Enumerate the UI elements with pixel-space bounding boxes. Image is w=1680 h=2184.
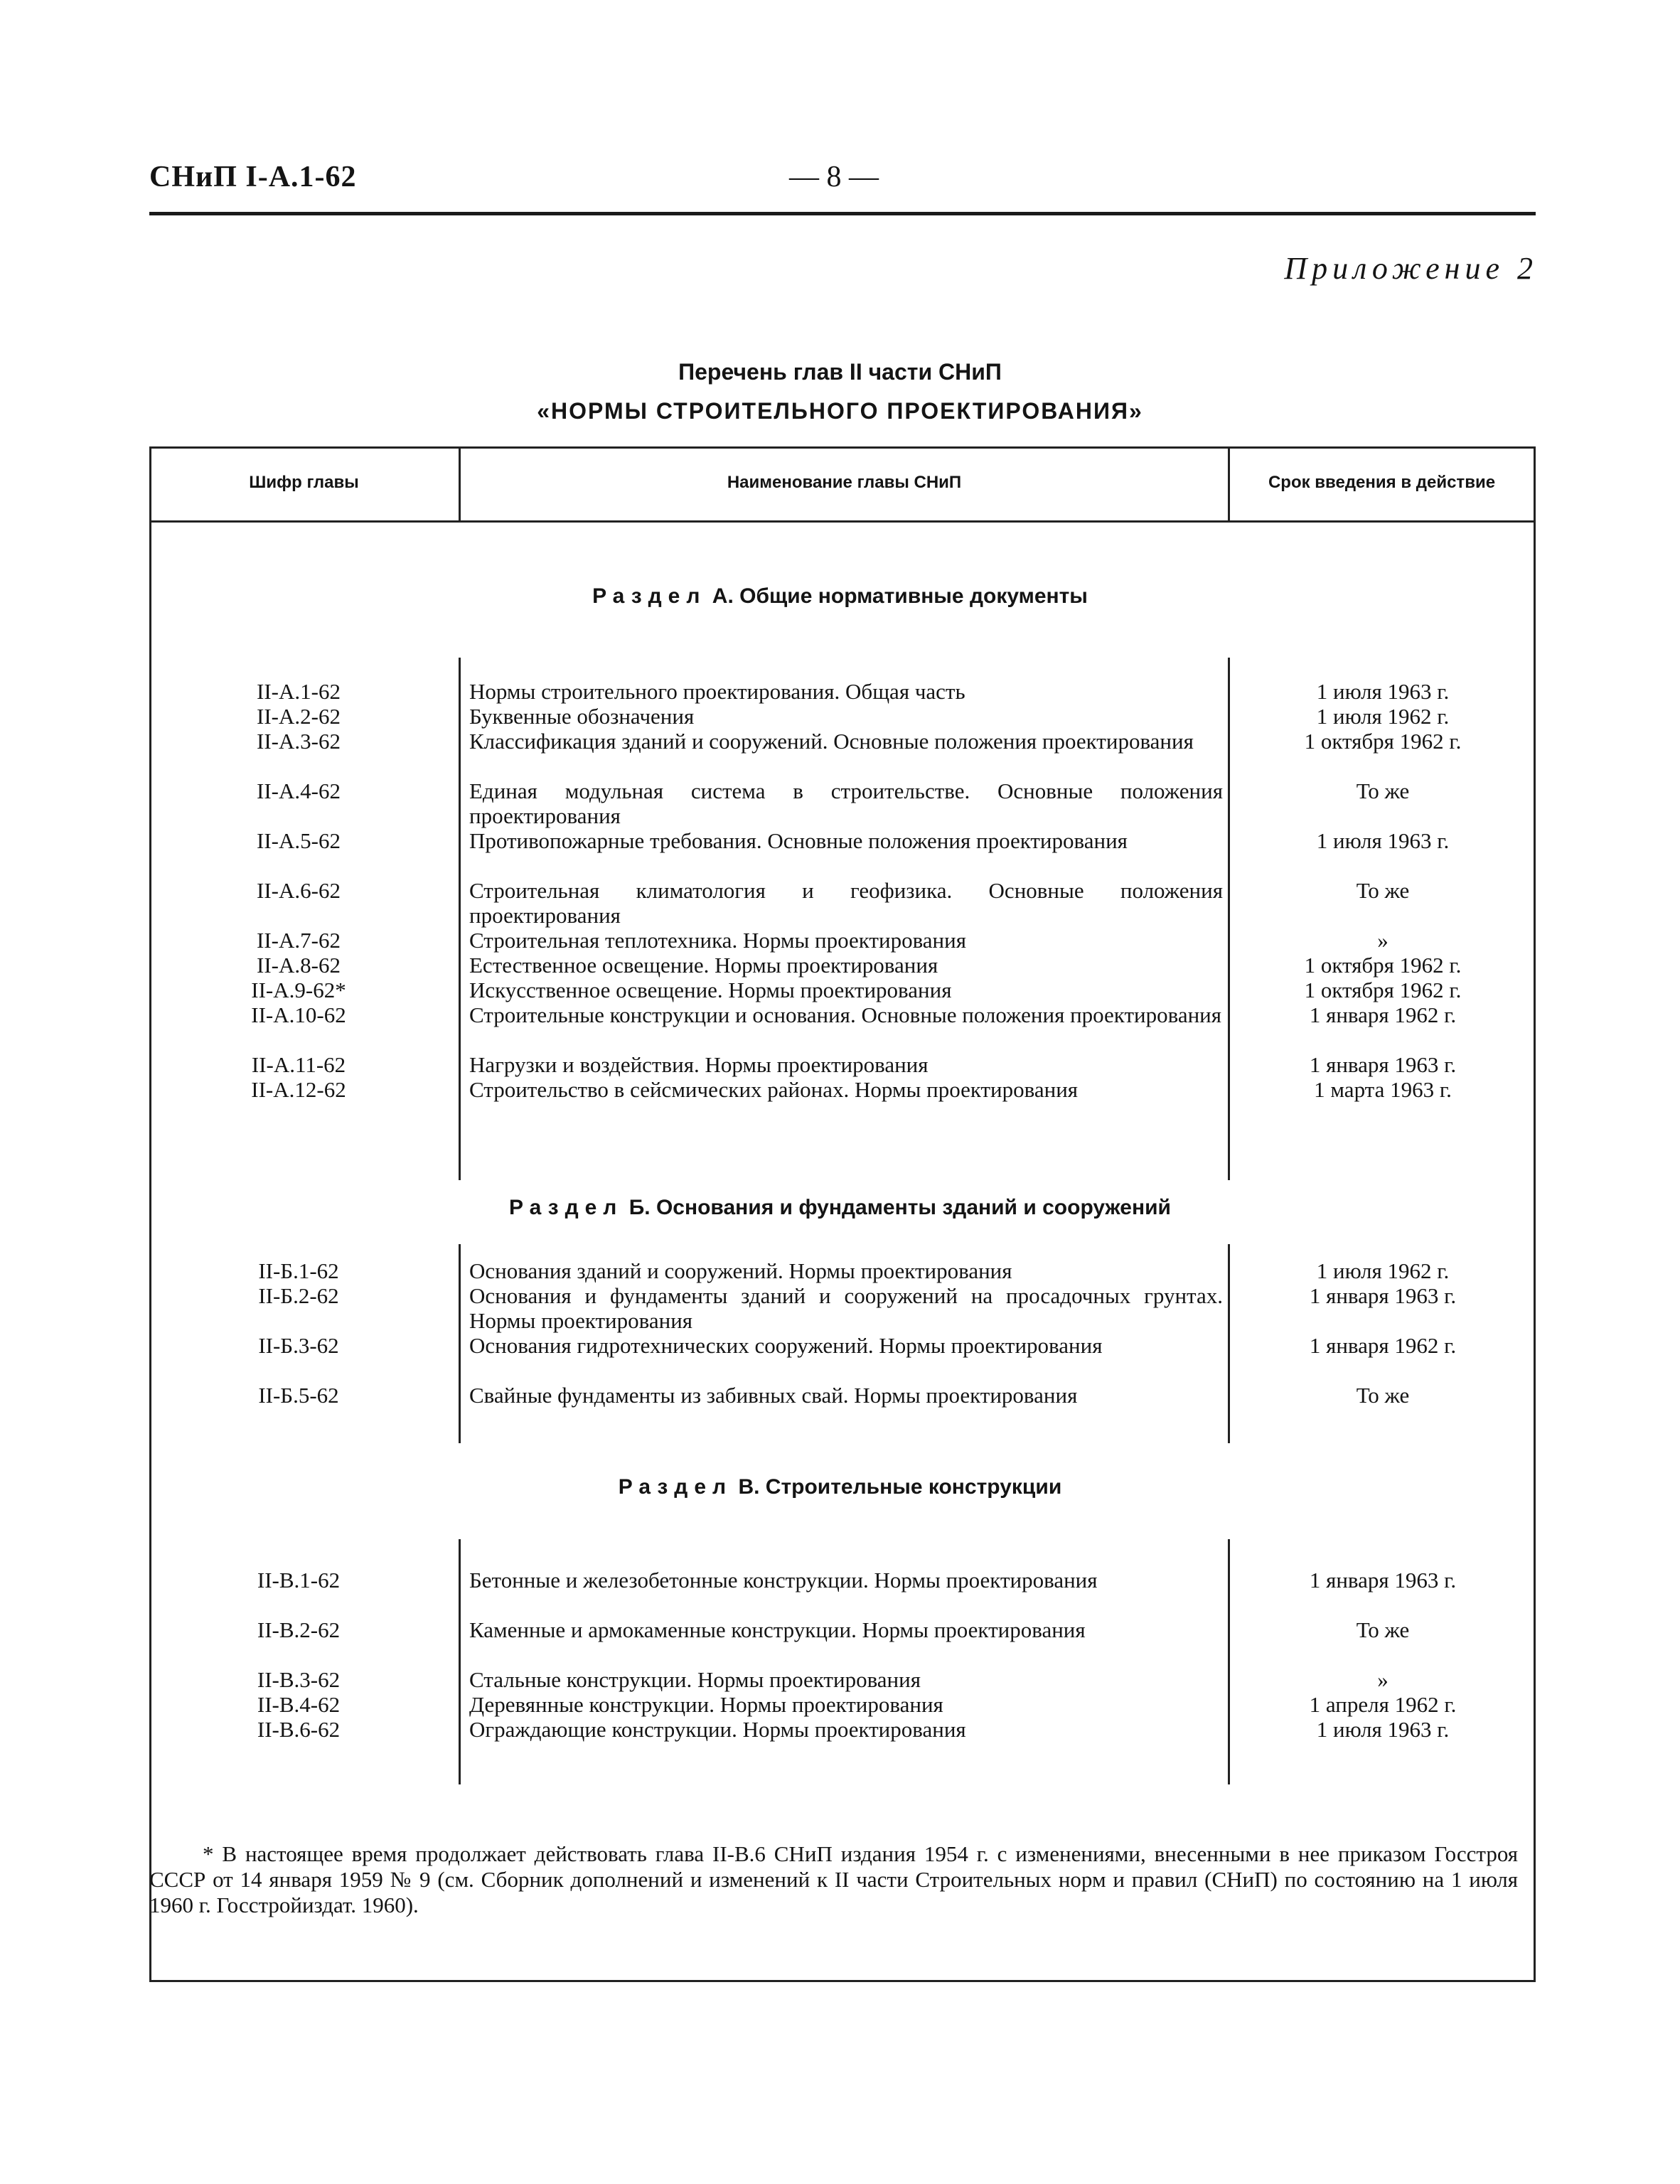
section-v-col-sep-1 xyxy=(459,1539,461,1784)
row-name: Нормы строительного проектирования. Общая часть xyxy=(469,679,965,704)
list-title: Перечень глав II части СНиП xyxy=(678,359,1002,385)
row-code: II-Б.1-62 xyxy=(258,1258,339,1283)
row-name: Деревянные конструкции. Нормы проектирования xyxy=(469,1692,943,1717)
row-date: 1 апреля 1962 г. xyxy=(1309,1692,1457,1717)
row-code: II-А.5-62 xyxy=(257,828,341,853)
row-name: Основания зданий и сооружений. Нормы проектирования xyxy=(469,1258,1012,1283)
row-name: Искусственное освещение. Нормы проектирования xyxy=(469,978,952,1002)
row-date: » xyxy=(1377,1667,1389,1692)
row-name: Строительство в сейсмических районах. Нормы проектирования xyxy=(469,1077,1079,1102)
row-date: 1 октября 1962 г. xyxy=(1304,978,1462,1002)
row-code: II-В.4-62 xyxy=(257,1692,341,1717)
row-code: II-Б.3-62 xyxy=(258,1333,339,1358)
row-code: II-В.3-62 xyxy=(257,1667,341,1692)
row-name: Основания и фундаменты зданий и сооружений на просадочных грунтах. Нормы проектирования xyxy=(469,1283,1223,1333)
row-code: II-А.12-62 xyxy=(251,1077,346,1102)
footnote xyxy=(149,1841,1518,1918)
row-date: 1 января 1963 г. xyxy=(1309,1568,1457,1592)
row-name: Свайные фундаменты из забивных свай. Нормы проектирования xyxy=(469,1383,1078,1408)
list-subtitle: «НОРМЫ СТРОИТЕЛЬНОГО ПРОЕКТИРОВАНИЯ» xyxy=(537,398,1143,424)
section-b-heading xyxy=(0,1196,1680,1220)
row-code: II-А.8-62 xyxy=(257,953,341,978)
section-lead: Раздел xyxy=(509,1196,624,1219)
row-code: II-В.2-62 xyxy=(257,1617,341,1642)
row-date: 1 марта 1963 г. xyxy=(1314,1077,1452,1102)
row-name: Стальные конструкции. Нормы проектирования xyxy=(469,1667,921,1692)
row-date: То же xyxy=(1356,878,1410,903)
column-header-name: Наименование главы СНиП xyxy=(727,473,962,492)
row-name: Естественное освещение. Нормы проектирования xyxy=(469,953,938,978)
row-date: То же xyxy=(1356,778,1410,803)
section-b-col-sep-2 xyxy=(1228,1244,1230,1443)
row-name: Противопожарные требования. Основные положения проектирования xyxy=(469,828,1128,853)
document-code: СНиП I-А.1-62 xyxy=(149,161,357,193)
section-title: А. Общие нормативные документы xyxy=(712,584,1088,608)
table-bottom-rule xyxy=(149,1980,1536,1982)
row-date: 1 января 1963 г. xyxy=(1309,1052,1457,1077)
row-date: 1 октября 1962 г. xyxy=(1304,729,1462,754)
row-name: Основания гидротехнических сооружений. Нормы проектирования xyxy=(469,1333,1103,1358)
row-name: Буквенные обозначения xyxy=(469,704,695,729)
section-lead: Раздел xyxy=(592,584,707,608)
page-number: — 8 — xyxy=(789,161,879,193)
section-v-heading xyxy=(0,1475,1680,1499)
row-name: Строительная теплотехника. Нормы проектирования xyxy=(469,928,966,953)
row-name: Бетонные и железобетонные конструкции. Нормы проектирования xyxy=(469,1568,1098,1592)
table-top-rule xyxy=(149,446,1536,449)
header-rule xyxy=(149,212,1536,215)
row-name: Каменные и армокаменные конструкции. Нормы проектирования xyxy=(469,1617,1086,1642)
section-a-col-sep-1 xyxy=(459,658,461,1180)
row-date: 1 июля 1963 г. xyxy=(1316,828,1450,853)
row-name: Нагрузки и воздействия. Нормы проектирования xyxy=(469,1052,929,1077)
row-code: II-Б.5-62 xyxy=(258,1383,339,1408)
row-code: II-А.3-62 xyxy=(257,729,341,754)
row-code: II-А.2-62 xyxy=(257,704,341,729)
section-title: В. Строительные конструкции xyxy=(738,1475,1062,1499)
section-v-col-sep-2 xyxy=(1228,1539,1230,1784)
column-header-date: Срок введения в действие xyxy=(1268,473,1496,492)
section-lead: Раздел xyxy=(618,1475,733,1499)
column-header-code: Шифр главы xyxy=(249,473,359,492)
row-code: II-А.1-62 xyxy=(257,679,341,704)
row-code: II-А.11-62 xyxy=(251,1052,346,1077)
row-date: 1 января 1962 г. xyxy=(1309,1002,1457,1027)
row-name: Единая модульная система в строительстве. Основные положения проектирования xyxy=(469,778,1223,828)
row-date: 1 июля 1962 г. xyxy=(1316,704,1450,729)
row-name: Строительные конструкции и основания. Основные положения проектирования xyxy=(469,1002,1222,1027)
row-code: II-В.1-62 xyxy=(257,1568,341,1592)
row-date: 1 июля 1962 г. xyxy=(1316,1258,1450,1283)
section-title: Б. Основания и фундаменты зданий и сооружений xyxy=(628,1196,1171,1219)
row-code: II-А.4-62 xyxy=(257,778,341,803)
row-date: 1 июля 1963 г. xyxy=(1316,679,1450,704)
row-date: То же xyxy=(1356,1383,1410,1408)
appendix-label: Приложение 2 xyxy=(1284,251,1538,286)
row-name: Ограждающие конструкции. Нормы проектирования xyxy=(469,1717,966,1742)
row-date: 1 января 1963 г. xyxy=(1309,1283,1457,1308)
row-name: Классификация зданий и сооружений. Основные положения проектирования xyxy=(469,729,1194,754)
row-code: II-А.7-62 xyxy=(257,928,341,953)
row-code: II-А.6-62 xyxy=(257,878,341,903)
row-date: 1 октября 1962 г. xyxy=(1304,953,1462,978)
row-code: II-В.6-62 xyxy=(257,1717,341,1742)
row-code: II-А.10-62 xyxy=(251,1002,346,1027)
section-a-heading xyxy=(0,584,1680,609)
row-date: » xyxy=(1377,928,1389,953)
row-date: То же xyxy=(1356,1617,1410,1642)
section-a-col-sep-2 xyxy=(1228,658,1230,1180)
footnote-text: * В настоящее время продолжает действовать глава II-В.6 СНиП издания 1954 г. с изменениями, внесенными в нее приказом Госстроя СССР от 14 января 1959 № 9 (см. Сборник дополнений и изменений к II части Строительных норм и правил (СНиП) по состоянию на 1 июля 1960 г. Госстройиздат. 1960). xyxy=(149,1841,1518,1917)
row-date: 1 июля 1963 г. xyxy=(1316,1717,1450,1742)
section-b-col-sep-1 xyxy=(459,1244,461,1443)
table-header-rule xyxy=(149,520,1536,523)
row-date: 1 января 1962 г. xyxy=(1309,1333,1457,1358)
row-code: II-Б.2-62 xyxy=(258,1283,339,1308)
row-name: Строительная климатология и геофизика. Основные положения проектирования xyxy=(469,878,1223,928)
row-code: II-А.9-62* xyxy=(251,978,346,1002)
